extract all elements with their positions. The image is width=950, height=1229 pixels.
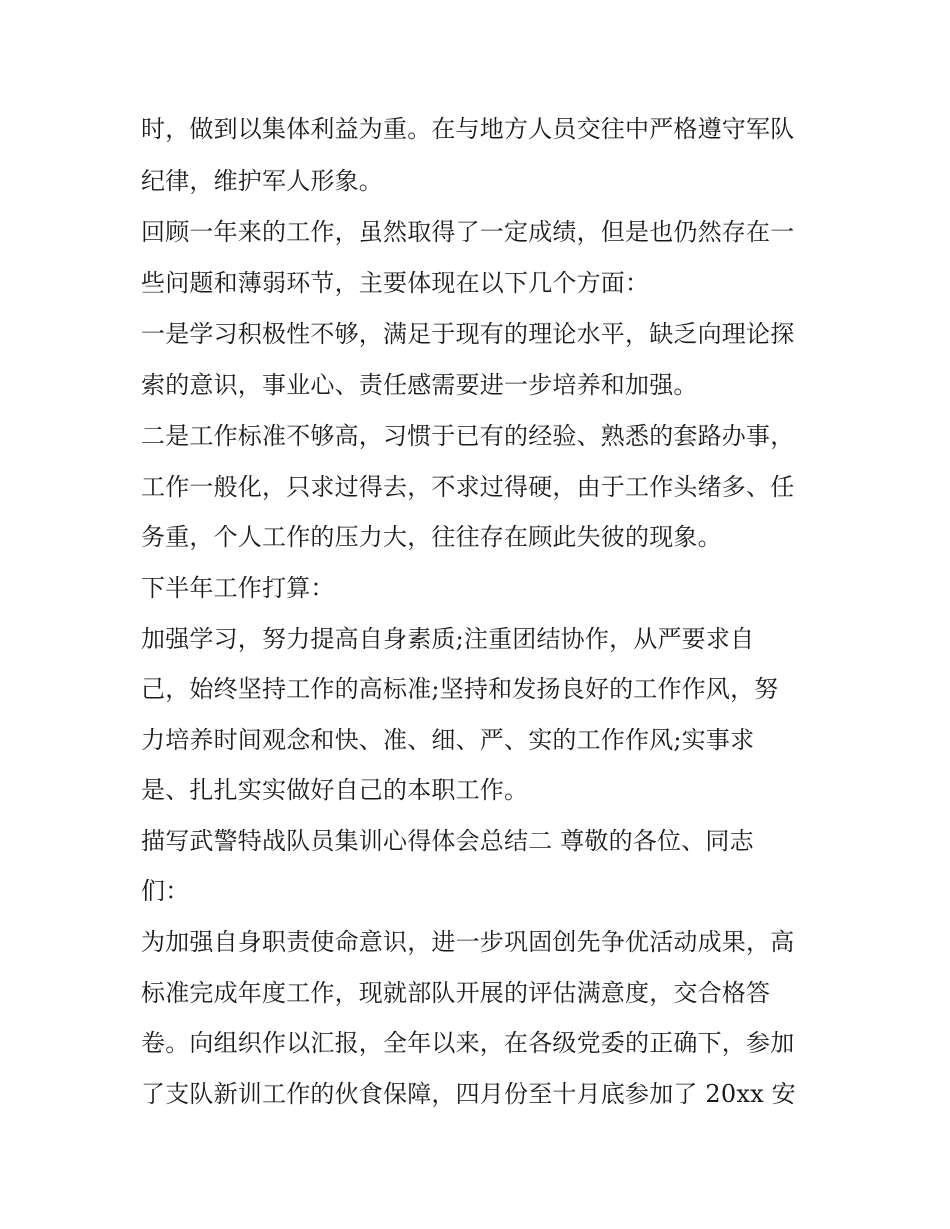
- text-line: 回顾一年来的工作，虽然取得了一定成绩，但是也仍然存在一: [141, 218, 795, 246]
- text-line: 力培养时间观念和快、准、细、严、实的工作作风;实事求: [141, 726, 755, 754]
- text-line: 是、扎扎实实做好自己的本职工作。: [141, 776, 529, 804]
- text-line: 时，做到以集体利益为重。在与地方人员交往中严格遵守军队: [141, 115, 795, 143]
- text-line: 加强学习，努力提高自身素质;注重团结协作，从严要求自: [141, 625, 755, 653]
- text-line: 些问题和薄弱环节，主要体现在以下几个方面：: [141, 269, 650, 297]
- text-line: 一是学习积极性不够，满足于现有的理论水平，缺乏向理论探: [141, 320, 795, 348]
- text-line: 索的意识，事业心、责任感需要进一步培养和加强。: [141, 371, 698, 399]
- text-line: 二是工作标准不够高，习惯于已有的经验、熟悉的套路办事，: [141, 422, 795, 450]
- text-line: 标准完成年度工作，现就部队开展的评估满意度，交合格答: [141, 979, 771, 1007]
- text-line: 工作一般化，只求过得去，不求过得硬，由于工作头绪多、任: [141, 473, 795, 501]
- text-line: 纪律，维护军人形象。: [141, 167, 383, 195]
- text-line: 了支队新训工作的伙食保障，四月份至十月底参加了 20xx 安: [141, 1080, 796, 1108]
- text-line: 描写武警特战队员集训心得体会总结二 尊敬的各位、同志: [141, 827, 754, 855]
- text-line: 己，始终坚持工作的高标准;坚持和发扬良好的工作作风，努: [141, 675, 779, 703]
- text-line: 务重，个人工作的压力大，往往存在顾此失彼的现象。: [141, 523, 722, 551]
- text-line: 为加强自身职责使命意识，进一步巩固创先争优活动成果，高: [141, 928, 795, 956]
- text-line: 下半年工作打算：: [141, 574, 335, 602]
- text-line: 卷。向组织作以汇报，全年以来，在各级党委的正确下，参加: [141, 1029, 795, 1057]
- text-line: 们：: [141, 877, 190, 905]
